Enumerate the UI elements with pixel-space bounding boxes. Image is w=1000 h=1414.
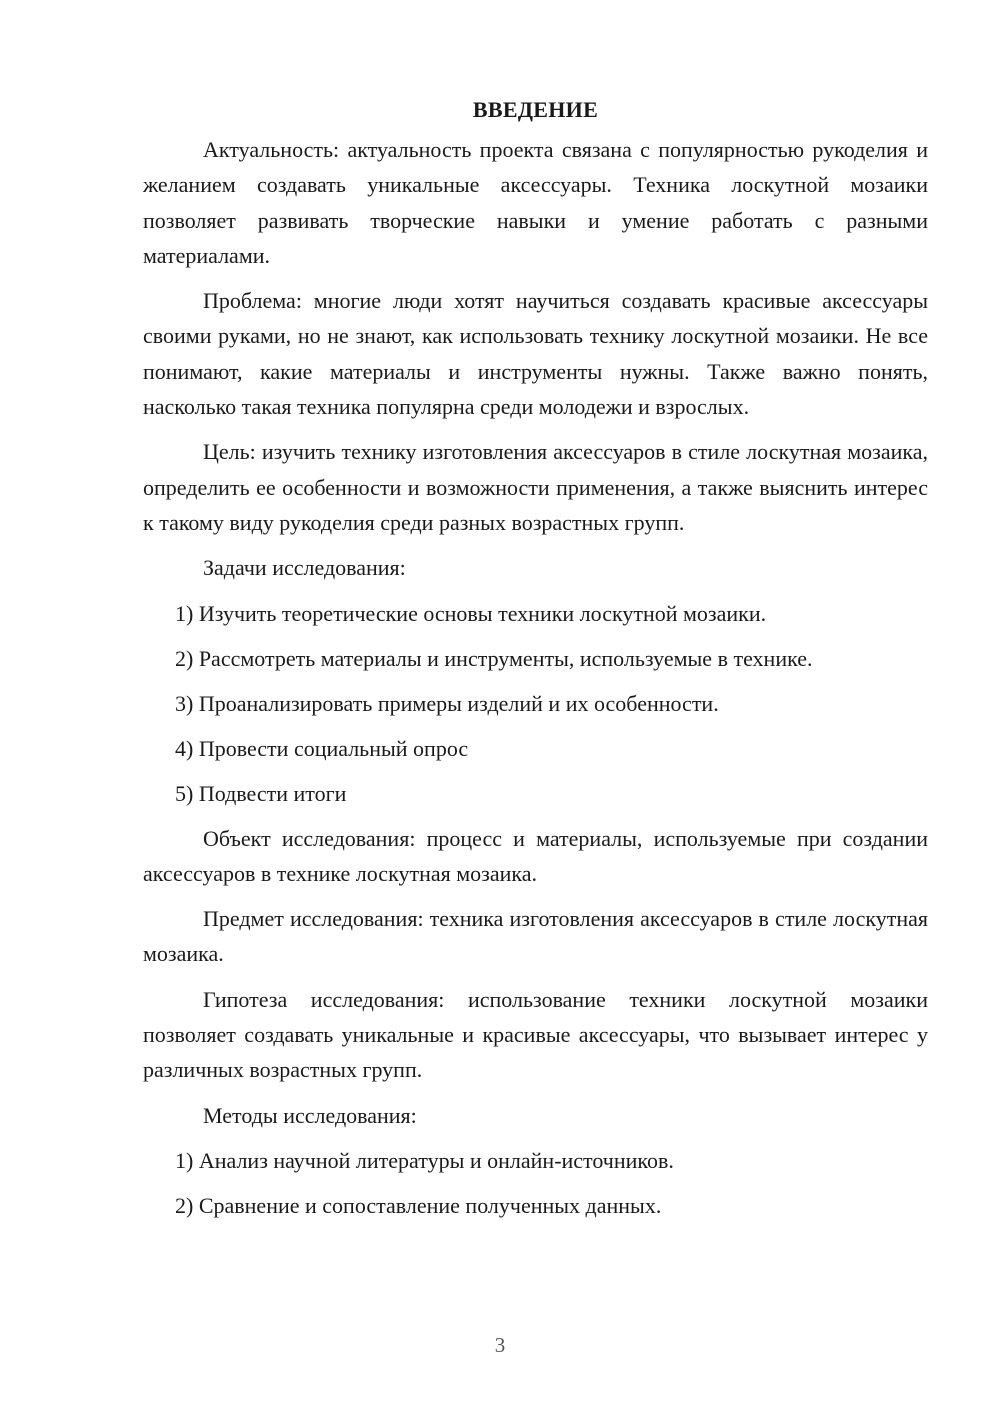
page-title: ВВЕДЕНИЕ	[472, 97, 599, 122]
list-item: 4) Провести социальный опрос	[175, 735, 469, 761]
page-number: 3	[494, 1333, 506, 1357]
list-item: 5) Подвести итоги	[175, 780, 347, 806]
paragraph-goal: Цель: изучить технику изготовления аксессуаров в стиле лоскутная мозаика, определить ее особенности и возможности применения, а также выяснить интерес к такому виду рукоделия среди разных возрастных групп.	[143, 439, 928, 535]
paragraph-object: Объект исследования: процесс и материалы, используемые при создании аксессуаров в технике лоскутная мозаика.	[143, 825, 928, 886]
list-item: 2) Сравнение и сопоставление полученных данных.	[175, 1192, 662, 1218]
tasks-list	[143, 596, 928, 811]
list-item: 2) Рассмотреть материалы и инструменты, используемые в технике.	[175, 645, 813, 671]
methods-heading: Методы исследования:	[203, 1102, 417, 1128]
paragraph-problem: Проблема: многие люди хотят научиться создавать красивые аксессуары своими руками, но не знают, как использовать технику лоскутной мозаики. Не все понимают, какие материалы и инструменты нужны. Также важно понять, насколько такая техника популярна среди молодежи и взрослых.	[143, 288, 928, 420]
methods-list	[143, 1143, 928, 1223]
document-page	[143, 92, 928, 1233]
tasks-heading: Задачи исследования:	[203, 555, 406, 581]
paragraph-relevance: Актуальность: актуальность проекта связана с популярностью рукоделия и желанием создавать уникальные аксессуары. Техника лоскутной мозаики позволяет развивать творческие навыки и умение работать с разными материалами.	[143, 137, 928, 268]
list-item: 1) Изучить теоретические основы техники лоскутной мозаики.	[175, 600, 767, 626]
list-item: 1) Анализ научной литературы и онлайн-источников.	[175, 1147, 674, 1173]
paragraph-subject: Предмет исследования: техника изготовления аксессуаров в стиле лоскутная мозаика.	[143, 906, 928, 967]
list-item: 3) Проанализировать примеры изделий и их особенности.	[175, 690, 719, 716]
paragraph-hypothesis: Гипотеза исследования: использование техники лоскутной мозаики позволяет создавать уникальные и красивые аксессуары, что вызывает интерес у различных возрастных групп.	[143, 986, 928, 1083]
